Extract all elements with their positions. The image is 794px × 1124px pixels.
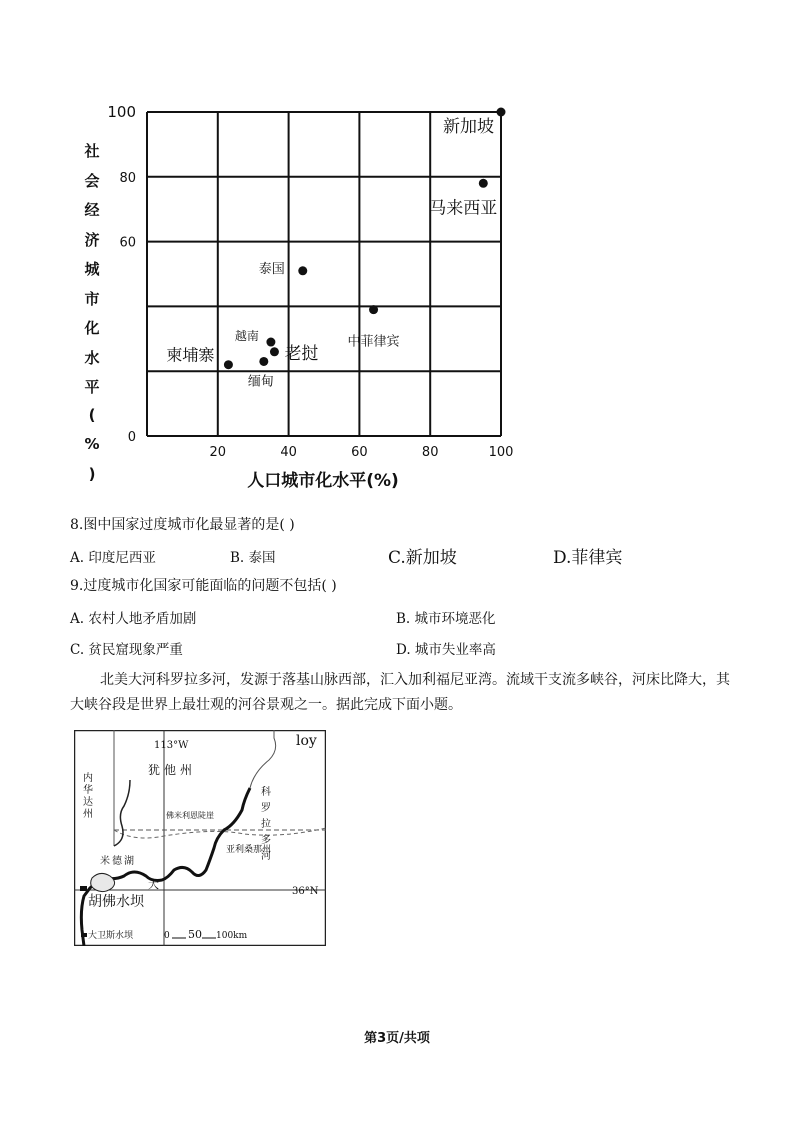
q8-option-b[interactable]: B. 泰国	[230, 550, 276, 566]
y-axis-label-char: )	[88, 464, 96, 483]
q9-option-a[interactable]: A. 农村人地矛盾加剧	[70, 611, 197, 627]
x-axis-label: 人口城市化水平(%)	[247, 471, 399, 491]
x-tick-label: 100	[488, 445, 514, 460]
data-point-label: 老挝	[284, 343, 319, 364]
q9-option-c[interactable]: C. 贫民窟现象严重	[70, 642, 183, 658]
colorado-river-label: 科罗拉多河	[258, 786, 270, 866]
x-tick-label: 60	[351, 445, 368, 460]
lake-mead-label: 米德湖	[100, 856, 136, 867]
q8-option-d[interactable]: D.菲律宾	[553, 548, 623, 568]
y-axis-label-char: 经	[84, 201, 100, 219]
davis-dam-label: 大卫斯水坝	[88, 931, 134, 941]
grand-canyon-label: 大	[148, 878, 159, 891]
y-tick-label: 60	[119, 235, 136, 251]
davis-dam-marker	[81, 933, 87, 937]
question-8-stem: 8.图中国家过度城市化最显著的是( )	[70, 517, 295, 533]
data-point-label: 新加坡	[443, 117, 494, 137]
passage-paragraph: 北美大河科罗拉多河，发源于落基山脉西部，汇入加利福尼亚湾。流域干支流多峡谷，河床比降大，其大峡谷段是世界上最壮观的河谷景观之一。据此完成下面小题。	[70, 672, 730, 713]
hoover-dam-marker	[80, 886, 87, 891]
longitude-label: 113°W	[154, 740, 189, 751]
y-axis-label-char: 水	[84, 348, 100, 367]
y-axis-label-char: 城	[84, 260, 100, 278]
map-corner-label: loy	[296, 733, 317, 749]
q8-option-a[interactable]: A. 印度尼西亚	[70, 550, 156, 566]
data-point-label: 缅甸	[247, 374, 274, 390]
data-point	[369, 305, 378, 314]
data-point	[479, 179, 488, 188]
data-point	[270, 347, 279, 356]
question-9-stem: 9.过度城市化国家可能面临的问题不包括( )	[70, 578, 337, 594]
q9-option-d[interactable]: D. 城市失业率高	[396, 642, 496, 658]
y-axis-label-char: 济	[84, 230, 100, 249]
y-axis-label-char: 平	[84, 378, 100, 396]
q9-option-b[interactable]: B. 城市环境恶化	[396, 611, 496, 627]
chart-ticks	[107, 103, 513, 460]
data-point-label: 中菲律宾	[347, 334, 400, 350]
scale-end: 100km	[216, 931, 248, 941]
y-tick-label: 80	[119, 170, 136, 186]
urbanization-scatter-chart	[0, 0, 794, 500]
arizona-label: 亚利桑那州	[226, 845, 272, 855]
lake-mead-shape	[91, 873, 115, 891]
data-point	[224, 360, 233, 369]
page-footer: 第3页/共项	[364, 1031, 430, 1046]
y-axis-label-char: 市	[84, 289, 100, 308]
data-point-label: 越南	[234, 329, 259, 344]
y-tick-label: 0	[127, 430, 136, 445]
latitude-label: 36°N	[292, 886, 319, 897]
y-axis-label-char: 化	[84, 319, 100, 337]
data-point	[266, 338, 275, 347]
y-axis-label-char: 社	[84, 142, 100, 160]
scale-mid: 50	[188, 928, 202, 941]
nevada-label: 内华达州	[80, 772, 92, 820]
utah-label: 犹他州	[148, 763, 197, 777]
y-axis-label-char: (	[88, 405, 96, 424]
x-tick-label: 40	[280, 445, 297, 460]
y-tick-label: 100	[107, 103, 136, 121]
data-point	[259, 357, 268, 366]
data-point-label: 柬埔寨	[166, 345, 215, 365]
data-point-label: 泰国	[258, 261, 285, 277]
y-axis-label-char: 会	[84, 171, 100, 190]
colorado-river-map	[74, 730, 326, 946]
data-point	[497, 108, 506, 117]
chart-grid	[147, 112, 501, 436]
y-axis-label-char: %	[84, 435, 100, 453]
map-frame	[75, 731, 326, 946]
data-point-label: 马来西亚	[429, 198, 498, 219]
x-tick-label: 80	[421, 445, 439, 460]
hoover-dam-label: 胡佛水坝	[88, 894, 144, 910]
q8-option-c[interactable]: C.新加坡	[388, 548, 457, 568]
scale-zero: 0	[164, 931, 170, 941]
x-tick-label: 20	[209, 445, 227, 460]
vermilion-cliffs-label: 佛米利恩陡崖	[166, 811, 214, 820]
data-point	[298, 266, 307, 275]
